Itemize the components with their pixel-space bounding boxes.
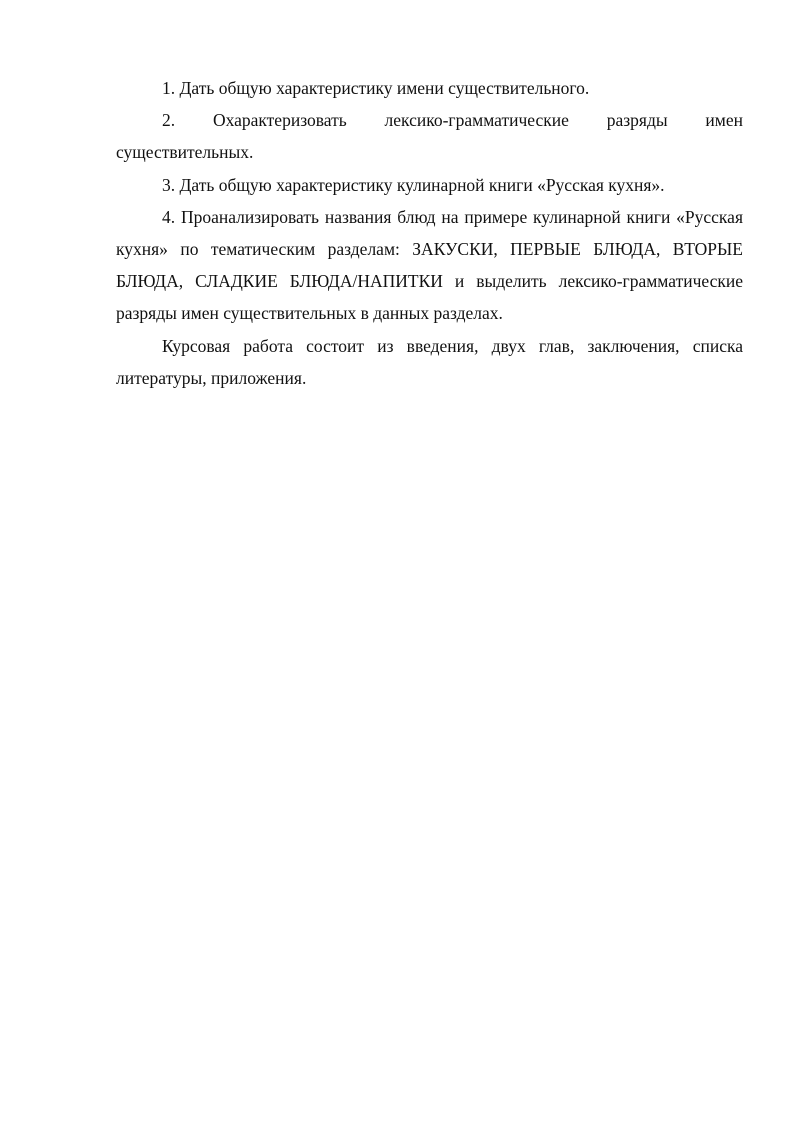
task-item-4: 4. Проанализировать названия блюд на примере кулинарной книги «Русская кухня» по тематическим разделам: ЗАКУСКИ, ПЕРВЫЕ БЛЮДА, ВТОРЫЕ БЛЮДА, СЛАДКИЕ БЛЮДА/НАПИТКИ и выделить лексико-грамматические разряды имен существительных в данных разделах.	[116, 206, 743, 324]
task-item-3: 3. Дать общую характеристику кулинарной книги «Русская кухня».	[162, 174, 665, 195]
task-item-1: 1. Дать общую характеристику имени существительного.	[162, 78, 590, 98]
document-body	[116, 72, 743, 394]
task-item-2: 2. Охарактеризовать лексико-грамматические разряды имен существительных.	[116, 110, 743, 163]
structure-paragraph: Курсовая работа состоит из введения, двух глав, заключения, списка литературы, приложения.	[116, 335, 743, 388]
